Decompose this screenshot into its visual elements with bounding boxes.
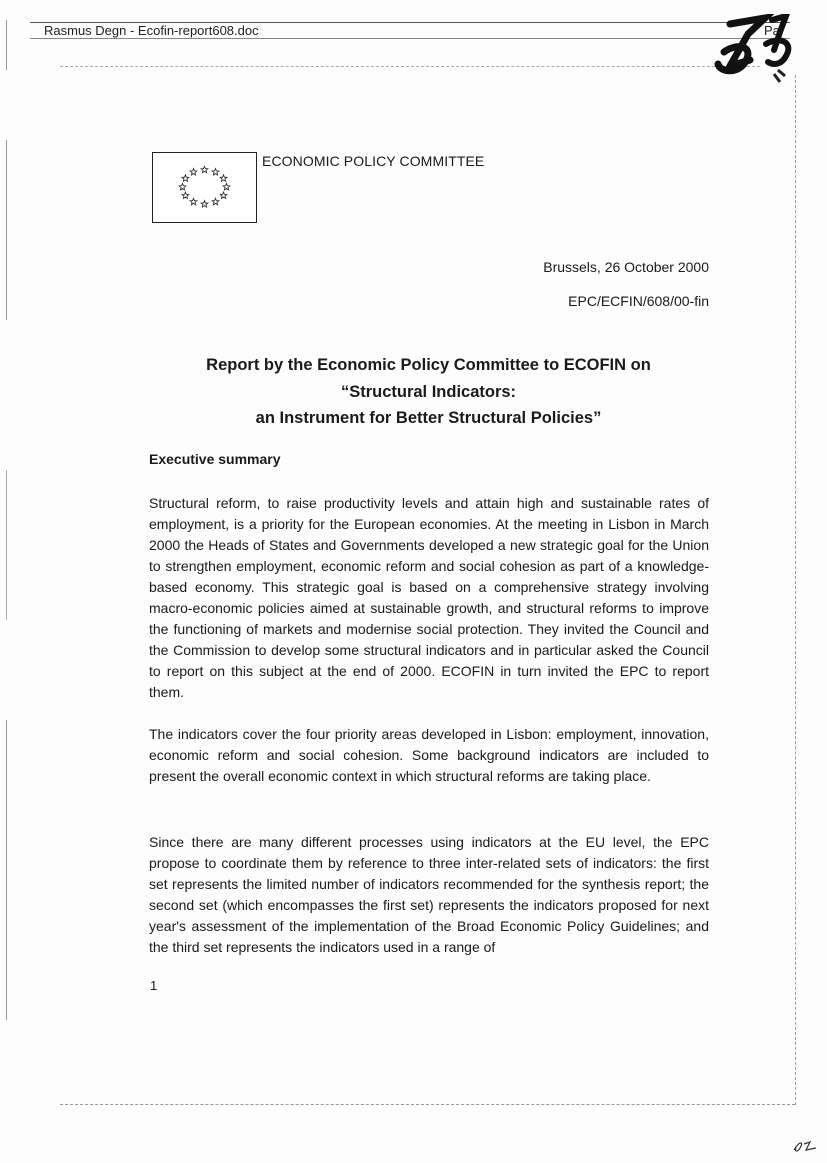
scan-artifact-bottom-line [60, 1104, 795, 1105]
eu-star-icon [220, 175, 227, 182]
eu-star-icon [190, 169, 197, 176]
title-line-2: “Structural Indicators: [340, 382, 517, 401]
section-heading: Executive summary [149, 451, 281, 467]
title-line-3: an Instrument for Better Structural Policies” [255, 409, 602, 427]
eu-stars-flag-icon [153, 153, 256, 222]
eu-star-icon [223, 183, 230, 190]
paragraph-3: Since there are many different processes using indicators at the EU level, the EPC propose to coordinate them by reference to three inter-related sets of indicators: the first set represents the limited number of indicators recommended for the synthesis report; the second set (which encompasses the first set) represents the indicators proposed for next year's assessment of the implementation of the Broad Economic Policy Guidelines; and the third set represents the indicators used in a range of [149, 834, 709, 955]
scan-artifact-dashes [60, 66, 760, 67]
page-number: 1 [150, 978, 158, 993]
handwritten-initials-icon [790, 1136, 820, 1156]
eu-star-icon [190, 198, 197, 205]
eu-star-icon [201, 166, 208, 173]
eu-star-icon [212, 169, 219, 176]
eu-logo [152, 152, 257, 223]
eu-star-icon [179, 183, 186, 190]
title-line-1: Report by the Economic Policy Committee to ECOFIN on [206, 356, 651, 374]
scan-artifact-line [30, 38, 790, 39]
header-filename: Rasmus Degn - Ecofin-report608.doc [44, 23, 259, 38]
eu-star-icon [182, 175, 189, 182]
document-reference: EPC/ECFIN/608/00-fin [568, 293, 709, 309]
scan-artifact-left-edge [6, 20, 7, 1020]
organization-name: ECONOMIC POLICY COMMITTEE [262, 153, 485, 169]
eu-star-icon [182, 192, 189, 199]
header-page-label: Pa [764, 23, 780, 38]
document-date: Brussels, 26 October 2000 [543, 259, 709, 275]
paragraph-1: Structural reform, to raise productivity levels and attain high and sustainable rates of employment, is a priority for the European economies. At the meeting in Lisbon in March 2000 the Heads of States and Governments developed a new strategic goal for the Union to strengthen employment, economic reform and social cohesion as part of a knowledge-based economy. This strategic goal is based on a comprehensive strategy involving macro-economic policies aimed at sustainable growth, and structural reforms to improve the functioning of markets and modernise social protection. They invited the Council and the Commission to develop some structural indicators and in particular asked the Council to report on this subject at the end of 2000. ECOFIN in turn invited the EPC to report them. [149, 495, 709, 700]
eu-star-icon [212, 198, 219, 205]
document-title [148, 352, 709, 432]
eu-star-icon [220, 192, 227, 199]
eu-star-icon [201, 201, 208, 208]
handwritten-stamp-icon [690, 14, 800, 94]
paragraph-2: The indicators cover the four priority areas developed in Lisbon: employment, innovation, economic reform and social cohesion. Some background indicators are included to present the overall economic context in which structural reforms are taking place. [149, 726, 709, 784]
scan-artifact-right-edge [795, 75, 797, 1105]
